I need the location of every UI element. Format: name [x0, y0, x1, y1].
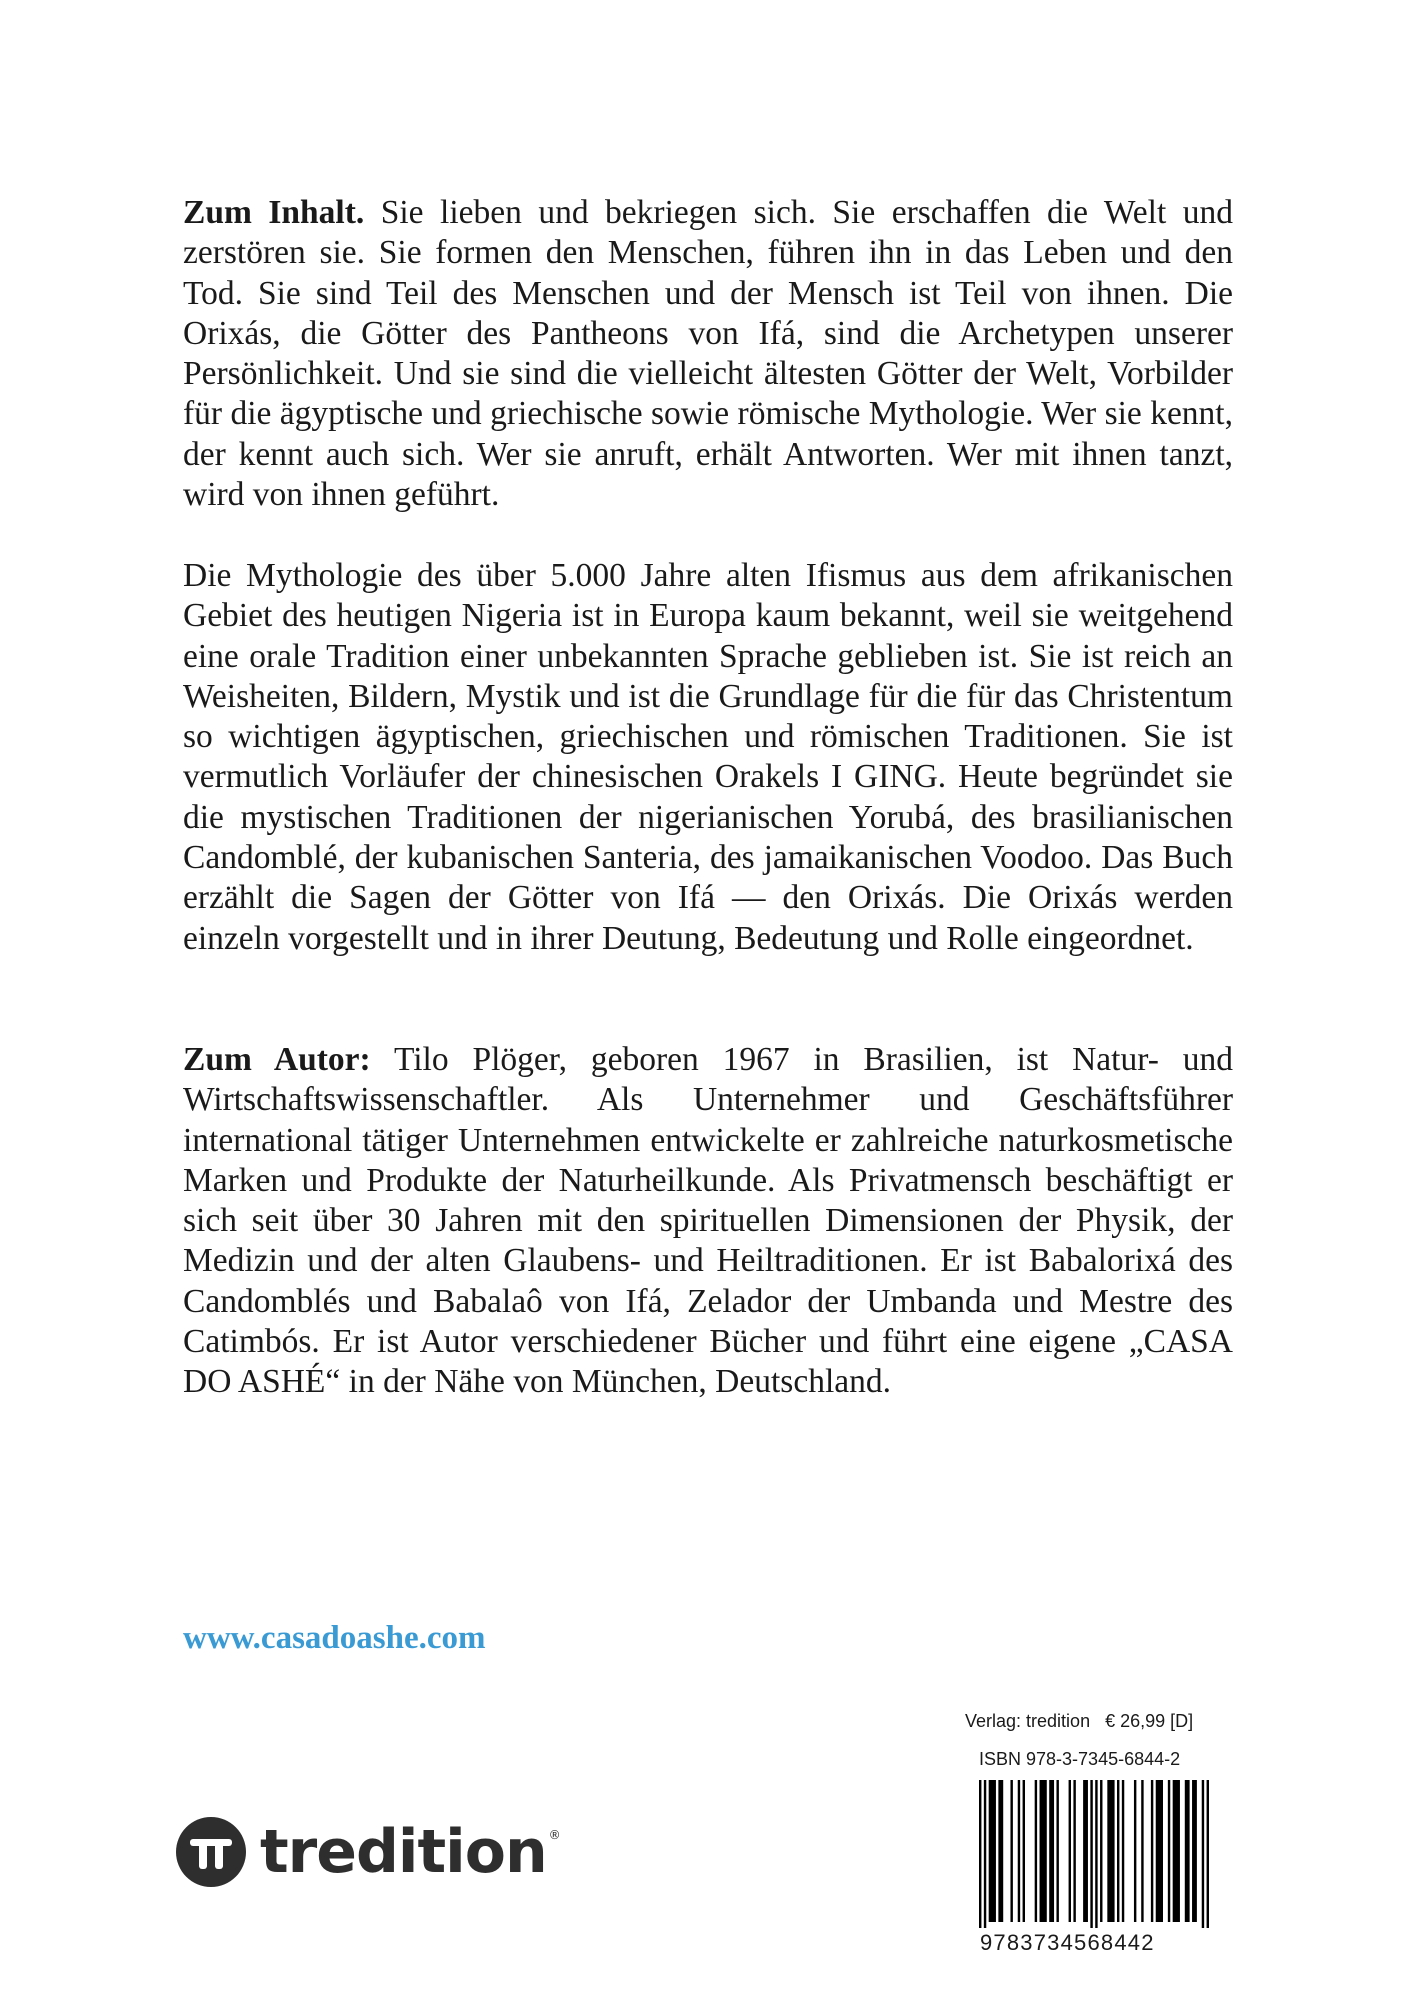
barcode-bar	[1040, 1780, 1047, 1922]
paragraph-mythologie	[183, 556, 1233, 959]
tredition-logo-icon	[176, 1817, 246, 1887]
paragraph-zum-inhalt	[183, 193, 1233, 515]
barcode-bar	[1207, 1780, 1209, 1928]
barcode-bar	[1117, 1780, 1119, 1922]
barcode-bar	[1173, 1780, 1180, 1922]
barcode-bar	[1141, 1780, 1143, 1922]
barcode-bar	[1151, 1780, 1153, 1922]
barcode-bar	[998, 1780, 1003, 1922]
barcode-bar	[1023, 1780, 1025, 1922]
registered-mark: ®	[548, 1828, 561, 1842]
barcode-bar	[1095, 1780, 1097, 1928]
barcode-bar	[1202, 1780, 1204, 1928]
barcode-bar	[1073, 1780, 1075, 1922]
isbn-label: ISBN 978-3-7345-6844-2	[979, 1749, 1181, 1769]
isbn-barcode	[979, 1780, 1209, 1928]
paragraph-lead-inhalt: Zum Inhalt.	[183, 194, 365, 231]
barcode-bar	[979, 1780, 981, 1928]
barcode-bar	[1100, 1780, 1102, 1922]
barcode-bar	[1090, 1780, 1092, 1928]
paragraph-body-autor: Tilo Plöger, geboren 1967 in Brasilien, ist Natur- und Wirtschaftswissenschaftler. Als Unternehmer und Geschäftsführer international tätiger Unternehmen entwickelte er zahlreiche naturkosmetische Marken und Produkte der Naturheilkunde. Als Privatmensch beschäftigt er sich seit über 30 Jahren mit den spirituellen Dimensionen der Physik, der Medizin und der alten Glaubens- und Heiltraditionen. Er ist Babalorixá des Candomblés und Babalaô von Ifá, Zelador der Umbanda und Mestre des Catimbós. Er ist Autor verschiedener Bücher und führt eine eigene „CASA DO ASHÉ“ in der Nähe von München, Deutschland.	[183, 1041, 1233, 1401]
barcode-bar	[1122, 1780, 1124, 1922]
barcode-bar	[1049, 1780, 1054, 1922]
website-link[interactable]: www.casadoashe.com	[183, 1620, 486, 1656]
barcode-bar	[1069, 1780, 1071, 1922]
barcode-bar	[1156, 1780, 1163, 1922]
barcode-bar	[1168, 1780, 1170, 1922]
tredition-logo	[176, 1816, 561, 1888]
barcode-bar	[1134, 1780, 1136, 1922]
publisher-price-line: Verlag: tredition € 26,99 [D]	[965, 1711, 1194, 1731]
paragraph-body-mythologie: Die Mythologie des über 5.000 Jahre alten Ifismus aus dem afrikanischen Gebiet des heutigen Nigeria ist in Europa kaum bekannt, weil sie weitgehend eine orale Tradition einer unbekannten Sprache geblieben ist. Sie ist reich an Weisheiten, Bildern, Mystik und ist die Grundlage für die für das Christentum so wichtigen ägyptischen, griechischen und römischen Traditionen. Sie ist vermutlich Vorläufer der chinesischen Orakels I GING. Heute begründet sie die mystischen Traditionen der nigerianischen Yorubá, des brasilianischen Candomblé, der kubanischen Santeria, des jamaikanischen Voodoo. Das Buch erzählt die Sagen der Götter von Ifá — den Orixás. Die Orixás werden einzeln vorgestellt und in ihrer Deutung, Bedeutung und Rolle eingeordnet.	[183, 557, 1233, 957]
barcode-bar	[1010, 1780, 1012, 1922]
barcode-bar	[1107, 1780, 1114, 1922]
barcode-bar	[1083, 1780, 1088, 1922]
barcode-digits: 9783734568442	[980, 1930, 1155, 1955]
barcode-bar	[1185, 1780, 1190, 1922]
tredition-wordmark: tredition	[260, 1817, 547, 1887]
paragraph-body-inhalt: Sie lieben und bekriegen sich. Sie erschaffen die Welt und zerstören sie. Sie formen den Menschen, führen ihn in das Leben und den Tod. Sie sind Teil des Menschen und der Mensch ist Teil von ihnen. Die Orixás, die Götter des Pantheons von Ifá, sind die Archetypen unserer Persönlichkeit. Und sie sind die vielleicht ältesten Götter der Welt, Vorbilder für die ägyptische und griechische sowie römische Mythologie. Wer sie kennt, der kennt auch sich. Wer sie anruft, erhält Antworten. Wer mit ihnen tanzt, wird von ihnen geführt.	[183, 194, 1233, 514]
barcode-bar	[1035, 1780, 1037, 1922]
barcode-bar	[1056, 1780, 1058, 1922]
barcode-bar	[984, 1780, 986, 1928]
barcode-bar	[1192, 1780, 1197, 1922]
barcode-bar	[989, 1780, 996, 1922]
barcode-bar	[1018, 1780, 1020, 1922]
paragraph-lead-autor: Zum Autor:	[183, 1041, 371, 1078]
paragraph-zum-autor	[183, 1040, 1233, 1403]
